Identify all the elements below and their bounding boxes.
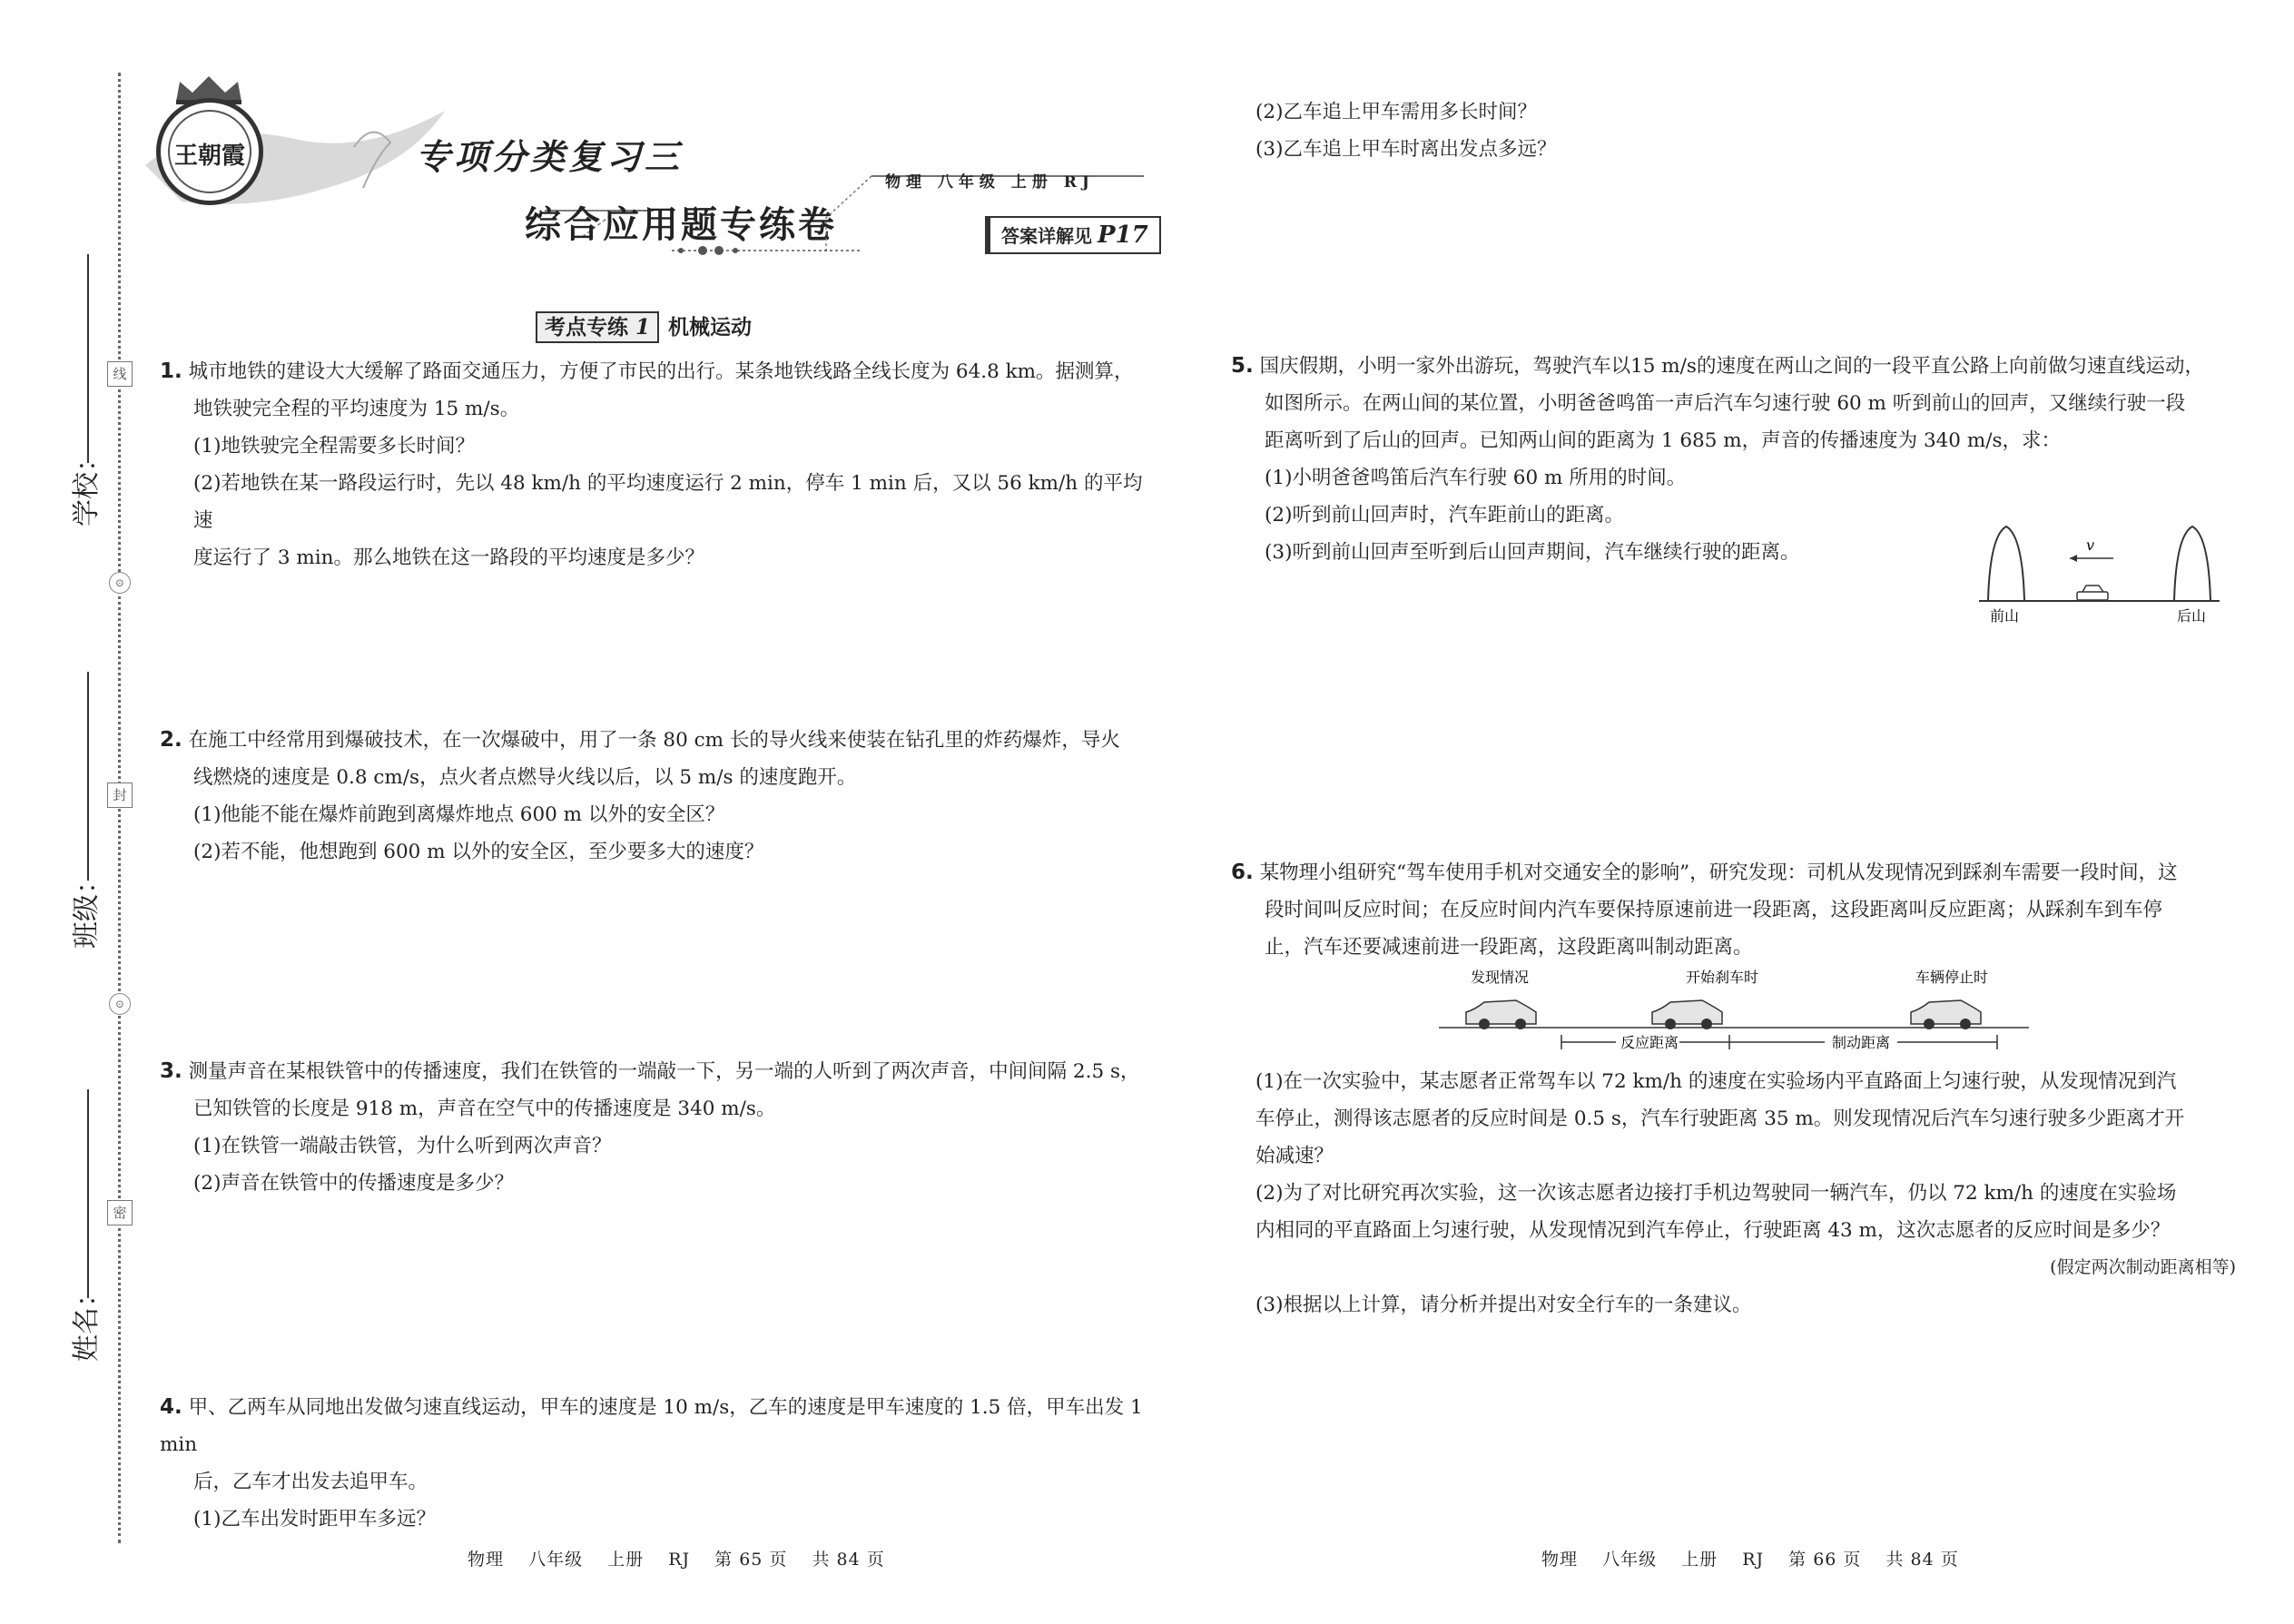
label-stopped: 车辆停止时 <box>1915 969 1989 986</box>
question-text: 甲、乙两车从同地出发做匀速直线运动，甲车的速度是 10 m/s，乙车的速度是甲车速度的 1.5 倍，甲车出发 1 min <box>160 1396 1143 1456</box>
sub-question: (2)为了对比研究再次实验，这一次该志愿者边接打手机边驾驶同一辆汽车，仍以 72 km/h 的速度在实验场 <box>1255 1182 2177 1205</box>
footer-page: 第 65 页 <box>714 1550 788 1570</box>
question-text: 在施工中经常用到爆破技术，在一次爆破中，用了一条 80 cm 长的导火线来使装在钻孔里的炸药爆炸，导火 <box>188 729 1120 752</box>
sub-question: (2)声音在铁管中的传播速度是多少？ <box>193 1172 514 1195</box>
velocity-label: v <box>2086 536 2095 554</box>
sub-question: 内相同的平直路面上匀速行驶，从发现情况到汽车停止，行驶距离 43 m，这次志愿者的反应时间是多少？ <box>1255 1219 2171 1242</box>
school-field[interactable] <box>87 254 89 463</box>
binding-mark-secret: 密 <box>107 1200 133 1225</box>
question-number: 5. <box>1231 354 1254 378</box>
question-text: 线燃烧的速度是 0.8 cm/s，点火者点燃导火线以后，以 5 m/s 的速度跑开。 <box>193 766 857 789</box>
footer-left <box>468 1546 903 1570</box>
question-text: 距离听到了后山的回声。已知两山间的距离为 1 685 m，声音的传播速度为 340 m/s，求： <box>1265 429 2061 452</box>
sub-question: (1)在铁管一端敲击铁管，为什么听到两次声音？ <box>193 1135 612 1157</box>
footer-grade: 八年级 <box>1602 1550 1658 1570</box>
logo-text: 王朝霞 <box>173 143 245 170</box>
section-number: 1 <box>635 315 651 340</box>
name-field[interactable] <box>87 1089 89 1298</box>
section-name: 机械运动 <box>668 315 753 340</box>
question-text: 地铁驶完全程的平均速度为 15 m/s。 <box>193 398 520 420</box>
question-number: 4. <box>160 1395 182 1419</box>
question-2 <box>160 722 1158 871</box>
sub-question: 度运行了 3 min。那么地铁在这一路段的平均速度是多少？ <box>193 546 704 569</box>
footer-volume: 上册 <box>607 1550 645 1570</box>
question-number: 3. <box>160 1059 182 1083</box>
question-1 <box>160 353 1158 576</box>
sub-question: (1)他能不能在爆炸前跑到离爆炸地点 600 m 以外的安全区？ <box>193 803 725 826</box>
sub-question: (1)乙车出发时距甲车多远？ <box>193 1508 436 1530</box>
question-text: 某物理小组研究“驾车使用手机对交通安全的影响”，研究发现：司机从发现情况到踩刹车需要一段时间，这 <box>1259 861 2178 884</box>
footer-subject: 物理 <box>1541 1550 1579 1570</box>
sub-question: (3)根据以上计算，请分析并提出对安全行车的一条建议。 <box>1255 1294 1752 1316</box>
question-number: 1. <box>160 359 182 383</box>
question-text: 如图所示。在两山间的某位置，小明爸爸鸣笛一声后汽车匀速行驶 60 m 听到前山的回声，又继续行驶一段 <box>1265 392 2186 415</box>
sub-question: (1)在一次实验中，某志愿者正常驾车以 72 km/h 的速度在实验场内平直路面上匀速行驶，从发现情况到汽 <box>1255 1070 2177 1093</box>
question-text: 后，乙车才出发去追甲车。 <box>193 1471 428 1493</box>
name-label: 姓名： <box>71 1280 103 1362</box>
school-label: 学校： <box>71 445 103 527</box>
assumption-note: (假定两次制动距离相等) <box>2050 1257 2236 1277</box>
question-4-continued <box>1255 94 2218 168</box>
question-3 <box>160 1053 1158 1202</box>
question-text: 城市地铁的建设大大缓解了路面交通压力，方便了市民的出行。某条地铁线路全线长度为 64.8 km。据测算， <box>188 360 1134 383</box>
sub-question: (3)乙车追上甲车时离出发点多远？ <box>1255 138 1557 161</box>
binding-mark-seal: 封 <box>107 782 133 808</box>
car-icon <box>2077 586 2108 600</box>
footer-edition: RJ <box>668 1550 691 1570</box>
footer-edition: RJ <box>1742 1550 1765 1570</box>
answer-page: P17 <box>1098 221 1148 249</box>
question-6 <box>1231 854 2239 966</box>
footer-subject: 物理 <box>468 1550 505 1570</box>
binding-hole: ⊙ <box>109 572 131 594</box>
braking-figure <box>1434 962 2033 1062</box>
answer-label: 答案详解见 <box>1001 225 1092 247</box>
footer-total: 共 84 页 <box>1885 1550 1959 1570</box>
meta-edition: RJ <box>1063 173 1095 192</box>
question-6-parts <box>1255 1063 2236 1324</box>
page-title: 综合应用题专练卷 <box>525 203 837 246</box>
class-field[interactable] <box>87 672 89 881</box>
question-text: 国庆假期，小明一家外出游玩，驾驶汽车以15 m/s的速度在两山之间的一段平直公路上向前做匀速直线运动， <box>1259 355 2204 378</box>
binding-mark-line: 线 <box>107 361 133 387</box>
sub-question: 始减速？ <box>1255 1145 1334 1167</box>
meta-grade: 八年级 <box>937 173 1000 192</box>
mountains-figure <box>1979 517 2224 626</box>
question-number: 6. <box>1231 861 1254 884</box>
question-text: 段时间叫反应时间；在反应时间内汽车要保持原速前进一段距离，这段距离叫反应距离；从踩刹车到车停 <box>1265 899 2163 921</box>
sub-question: 车停止，测得该志愿者的反应时间是 0.5 s，汽车行驶距离 35 m。则发现情况后汽车匀速行驶多少距离才开 <box>1255 1107 2185 1130</box>
sub-question: (3)听到前山回声至听到后山回声期间，汽车继续行驶的距离。 <box>1265 541 1800 564</box>
question-text: 止，汽车还要减速前进一段距离，这段距离叫制动距离。 <box>1265 936 1753 959</box>
footer-total: 共 84 页 <box>812 1550 885 1570</box>
front-mountain-label: 前山 <box>1990 607 2020 625</box>
sub-question: (2)若地铁在某一路段运行时，先以 48 km/h 的平均速度运行 2 min，停车 1 min 后，又以 56 km/h 的平均速 <box>193 472 1143 532</box>
sub-question: (1)小明爸爸鸣笛后汽车行驶 60 m 所用的时间。 <box>1265 467 1687 489</box>
question-text: 测量声音在某根铁管中的传播速度，我们在铁管的一端敲一下，另一端的人听到了两次声音，中间间隔 2.5 s， <box>188 1060 1140 1083</box>
footer-volume: 上册 <box>1681 1550 1718 1570</box>
braking-distance-label: 制动距离 <box>1832 1034 1891 1051</box>
binding-dotted-line <box>118 73 121 1543</box>
answer-reference <box>985 216 1161 254</box>
label-brake-start: 开始刹车时 <box>1686 969 1759 986</box>
meta-subject: 物理 <box>885 173 927 192</box>
back-mountain-label: 后山 <box>2177 607 2207 625</box>
sub-question: (1)地铁驶完全程需要多长时间？ <box>193 435 475 458</box>
reaction-distance-label: 反应距离 <box>1620 1034 1679 1051</box>
label-discover: 发现情况 <box>1471 969 1530 986</box>
meta-volume: 上册 <box>1010 173 1053 192</box>
question-text: 已知铁管的长度是 918 m，声音在空气中的传播速度是 340 m/s。 <box>193 1097 776 1120</box>
sub-question: (2)乙车追上甲车需用多长时间？ <box>1255 101 1537 123</box>
publisher-logo <box>156 98 263 205</box>
car-icon <box>1466 1000 1981 1024</box>
sub-question: (2)听到前山回声时，汽车距前山的距离。 <box>1265 504 1624 527</box>
footer-right <box>1541 1546 1977 1570</box>
question-number: 2. <box>160 728 182 752</box>
footer-grade: 八年级 <box>528 1550 584 1570</box>
question-4 <box>160 1389 1167 1538</box>
subject-meta <box>885 169 1095 192</box>
topic-title: 专项分类复习三 <box>416 136 684 177</box>
sub-question: (2)若不能，他想跑到 600 m 以外的安全区，至少要多大的速度？ <box>193 841 764 863</box>
binding-hole: ⊙ <box>109 993 131 1015</box>
class-label: 班级： <box>71 867 103 949</box>
section-heading <box>536 310 752 340</box>
footer-page: 第 66 页 <box>1788 1550 1862 1570</box>
section-tag: 考点专练 <box>545 315 628 340</box>
